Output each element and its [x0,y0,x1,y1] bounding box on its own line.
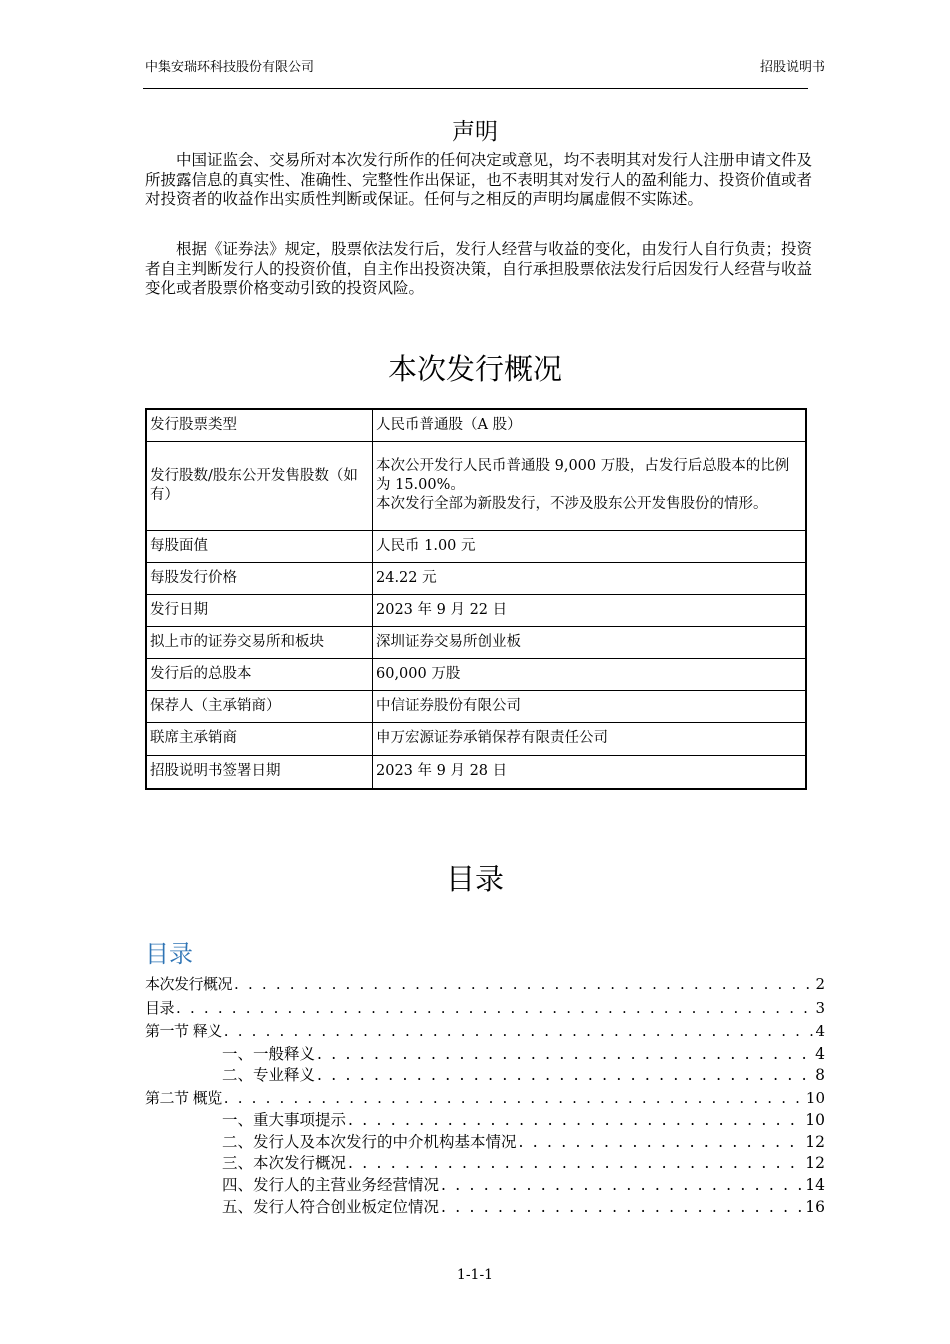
table-value-cell: 人民币普通股（A 股） [373,409,807,441]
table-value-line: 本次公开发行人民币普通股 9,000 万股，占发行后总股本的比例为 15.00%。 [376,458,790,493]
toc-entry-text: 二、发行人及本次发行的中介机构基本情况 [222,1132,517,1151]
toc-leader-dots [176,997,813,1021]
toc-leader-dots [224,1020,814,1044]
toc-page-number: 14 [805,1175,825,1194]
table-value-cell: 深圳证券交易所创业板 [373,626,807,658]
toc-entry[interactable] [145,973,825,997]
table-value-cell: 2023 年 9 月 28 日 [373,755,807,789]
table-key-cell: 发行股票类型 [146,409,373,441]
table-row [146,755,806,789]
toc-leader-dots [224,1087,804,1111]
table-key-cell: 每股面值 [146,530,373,562]
table-value-line: 本次发行全部为新股发行，不涉及股东公开发售股份的情形。 [376,496,768,512]
toc-heading: 目录 [145,940,193,968]
toc-entry-text: 一、重大事项提示 [222,1111,347,1130]
toc-entry-text: 本次发行概况 [145,975,233,993]
toc-entry-text: 第一节 释义 [145,1022,222,1040]
toc-leader-dots [317,1044,813,1066]
toc-entry[interactable] [145,1044,825,1066]
toc-page-number: 4 [815,1022,825,1040]
toc-entry-text: 第二节 概览 [145,1088,222,1107]
issue-overview-title: 本次发行概况 [387,352,562,386]
toc-page-number: 3 [815,998,825,1017]
toc-entry[interactable] [145,1110,825,1132]
table-row [146,626,806,658]
table-of-contents [145,973,825,1218]
table-value-cell: 60,000 万股 [373,658,807,690]
header-document-type: 招股说明书 [759,60,825,75]
toc-entry[interactable] [145,1132,825,1154]
page-number: 1-1-1 [456,1267,494,1283]
toc-entry-text: 目录 [145,998,175,1017]
table-key-cell: 保荐人（主承销商） [146,690,373,722]
table-value-cell: 2023 年 9 月 22 日 [373,594,807,626]
table-row [146,722,806,755]
table-key-cell: 招股说明书签署日期 [146,755,373,789]
header-divider [143,88,808,89]
toc-leader-dots [441,1175,803,1197]
table-row [146,594,806,626]
declaration-paragraph-1: 中国证监会、交易所对本次发行所作的任何决定或意见，均不表明其对发行人注册申请文件及所披露信息的真实性、准确性、完整性作出保证，也不表明其对发行人的盈利能力、投资价值或者对投资者的收益作出实质性判断或保证。任何与之相反的声明均属虚假不实陈述。 [145,151,812,208]
table-value-cell: 24.22 元 [373,562,807,594]
toc-leader-dots [348,1153,803,1175]
toc-page-number: 10 [805,1088,825,1107]
table-key-cell: 联席主承销商 [146,722,373,755]
toc-entry[interactable] [145,1020,825,1044]
toc-leader-dots [317,1065,813,1087]
toc-page-number: 4 [815,1044,825,1063]
table-value-cell: 人民币 1.00 元 [373,530,807,562]
toc-entry[interactable] [145,1175,825,1197]
toc-entry-text: 二、专业释义 [222,1066,316,1085]
table-value-cell: 中信证券股份有限公司 [373,690,807,722]
header-company-name: 中集安瑞环科技股份有限公司 [145,60,315,75]
toc-page-number: 12 [805,1154,825,1173]
toc-page-number: 16 [805,1197,825,1216]
toc-entry-text: 一、一般释义 [222,1044,316,1063]
toc-leader-dots [348,1110,803,1132]
toc-leader-dots [519,1132,804,1154]
toc-page-number: 8 [815,1066,825,1085]
toc-leader-dots [441,1197,803,1219]
toc-entry[interactable] [145,1065,825,1087]
toc-entry-text: 四、发行人的主营业务经营情况 [222,1175,440,1194]
toc-entry-text: 三、本次发行概况 [222,1154,347,1173]
table-key-cell: 发行后的总股本 [146,658,373,690]
toc-entry[interactable] [145,1153,825,1175]
declaration-title: 声明 [452,119,498,145]
issue-overview-table [145,408,807,790]
table-key-cell: 每股发行价格 [146,562,373,594]
table-key-cell: 发行日期 [146,594,373,626]
table-row [146,530,806,562]
toc-page-number: 12 [805,1132,825,1151]
table-key-cell: 发行股数/股东公开发售股数（如有） [146,441,373,530]
table-key-cell: 拟上市的证券交易所和板块 [146,626,373,658]
table-value-cell: 申万宏源证券承销保荐有限责任公司 [373,722,807,755]
toc-page-number: 10 [805,1111,825,1130]
toc-entry[interactable] [145,1087,825,1111]
table-value-cell [373,441,807,530]
toc-page-number: 2 [815,975,825,993]
table-row [146,658,806,690]
table-row [146,409,806,441]
table-row [146,562,806,594]
table-row [146,441,806,530]
toc-entry[interactable] [145,997,825,1021]
toc-entry[interactable] [145,1197,825,1219]
table-row [146,690,806,722]
toc-leader-dots [234,973,813,997]
toc-section-title: 目录 [445,862,504,896]
toc-entry-text: 五、发行人符合创业板定位情况 [222,1197,440,1216]
declaration-paragraph-2: 根据《证券法》规定，股票依法发行后，发行人经营与收益的变化，由发行人自行负责；投资者自主判断发行人的投资价值，自主作出投资决策，自行承担股票依法发行后因发行人经营与收益变化或者股票价格变动引致的投资风险。 [145,240,812,297]
